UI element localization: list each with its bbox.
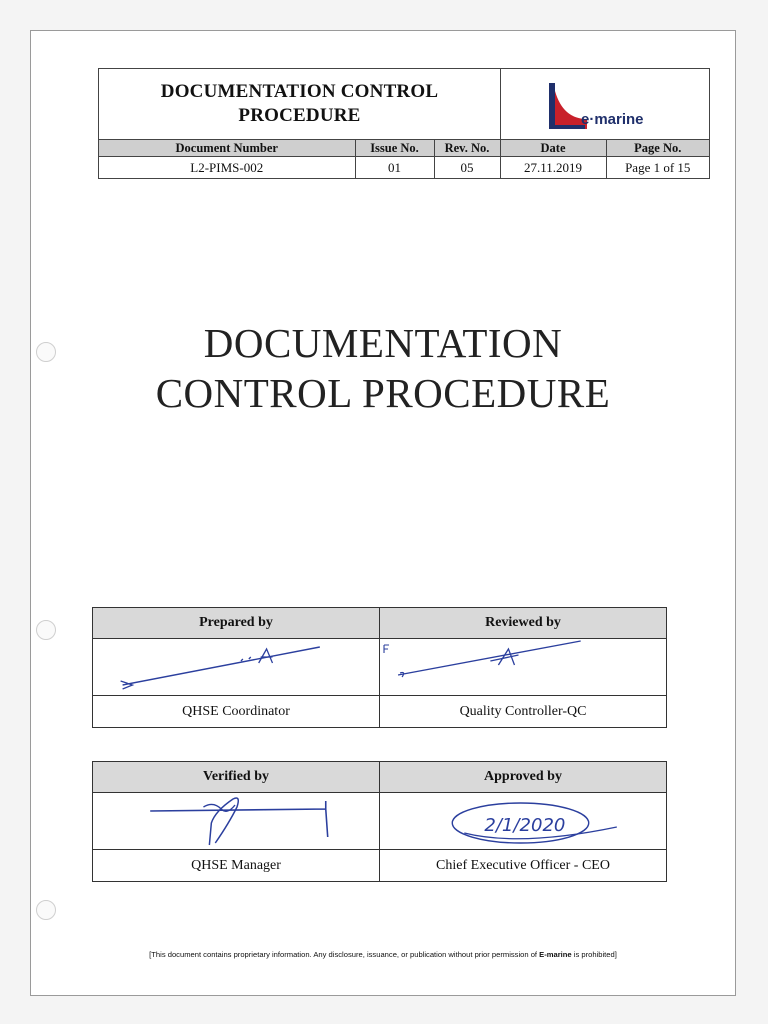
signature-icon bbox=[93, 793, 379, 849]
signature-icon bbox=[380, 639, 666, 695]
verified-by-role: QHSE Manager bbox=[93, 850, 380, 882]
footer-text-after: is prohibited] bbox=[571, 950, 617, 959]
logo-mark-icon bbox=[541, 77, 651, 137]
verified-by-header: Verified by bbox=[93, 762, 380, 793]
page-no-value: Page 1 of 15 bbox=[625, 159, 691, 175]
column-header-issue-no: Issue No. bbox=[355, 140, 434, 157]
approved-by-role: Chief Executive Officer - CEO bbox=[380, 850, 667, 882]
header-title bbox=[99, 69, 501, 139]
proprietary-notice bbox=[30, 950, 736, 959]
column-header-page-no: Page No. bbox=[606, 140, 709, 157]
main-title bbox=[30, 318, 736, 418]
approved-by-signature bbox=[380, 793, 667, 850]
verified-by-signature bbox=[93, 793, 380, 850]
document-info-table bbox=[99, 140, 709, 178]
column-header-date: Date bbox=[500, 140, 606, 157]
prepared-by-header: Prepared by bbox=[93, 608, 380, 639]
signature-icon bbox=[93, 639, 379, 695]
prepared-by-signature bbox=[93, 639, 380, 696]
footer-text-before: [This document contains proprietary information. Any disclosure, issuance, or publication without prior permission of bbox=[149, 950, 540, 959]
document-number-value: L2-PIMS-002 bbox=[99, 157, 355, 179]
footer-company: E-marine bbox=[539, 950, 572, 959]
company-logo bbox=[501, 69, 709, 139]
date-value: 27.11.2019 bbox=[500, 157, 606, 179]
punch-hole bbox=[36, 620, 56, 640]
issue-no-value: 01 bbox=[355, 157, 434, 179]
prepared-by-role: QHSE Coordinator bbox=[93, 696, 380, 728]
punch-hole bbox=[36, 900, 56, 920]
approvals-table-bottom bbox=[92, 761, 667, 882]
logo-text: e·marine bbox=[581, 111, 644, 128]
header-title-line1: DOCUMENTATION CONTROL bbox=[160, 81, 439, 102]
approvals-table-top bbox=[92, 607, 667, 728]
reviewed-by-signature bbox=[380, 639, 667, 696]
rev-no-value: 05 bbox=[434, 157, 500, 179]
handwritten-approval-date: 2/1/2020 bbox=[484, 815, 566, 836]
reviewed-by-header: Reviewed by bbox=[380, 608, 667, 639]
column-header-document-number: Document Number bbox=[99, 140, 355, 157]
approved-by-header: Approved by bbox=[380, 762, 667, 793]
date-stamp-icon bbox=[380, 793, 666, 849]
main-title-line2: CONTROL PROCEDURE bbox=[155, 370, 611, 416]
reviewed-by-role: Quality Controller-QC bbox=[380, 696, 667, 728]
main-title-line1: DOCUMENTATION bbox=[203, 320, 563, 366]
header-title-line2: PROCEDURE bbox=[238, 105, 361, 126]
document-header bbox=[98, 68, 710, 179]
column-header-rev-no: Rev. No. bbox=[434, 140, 500, 157]
